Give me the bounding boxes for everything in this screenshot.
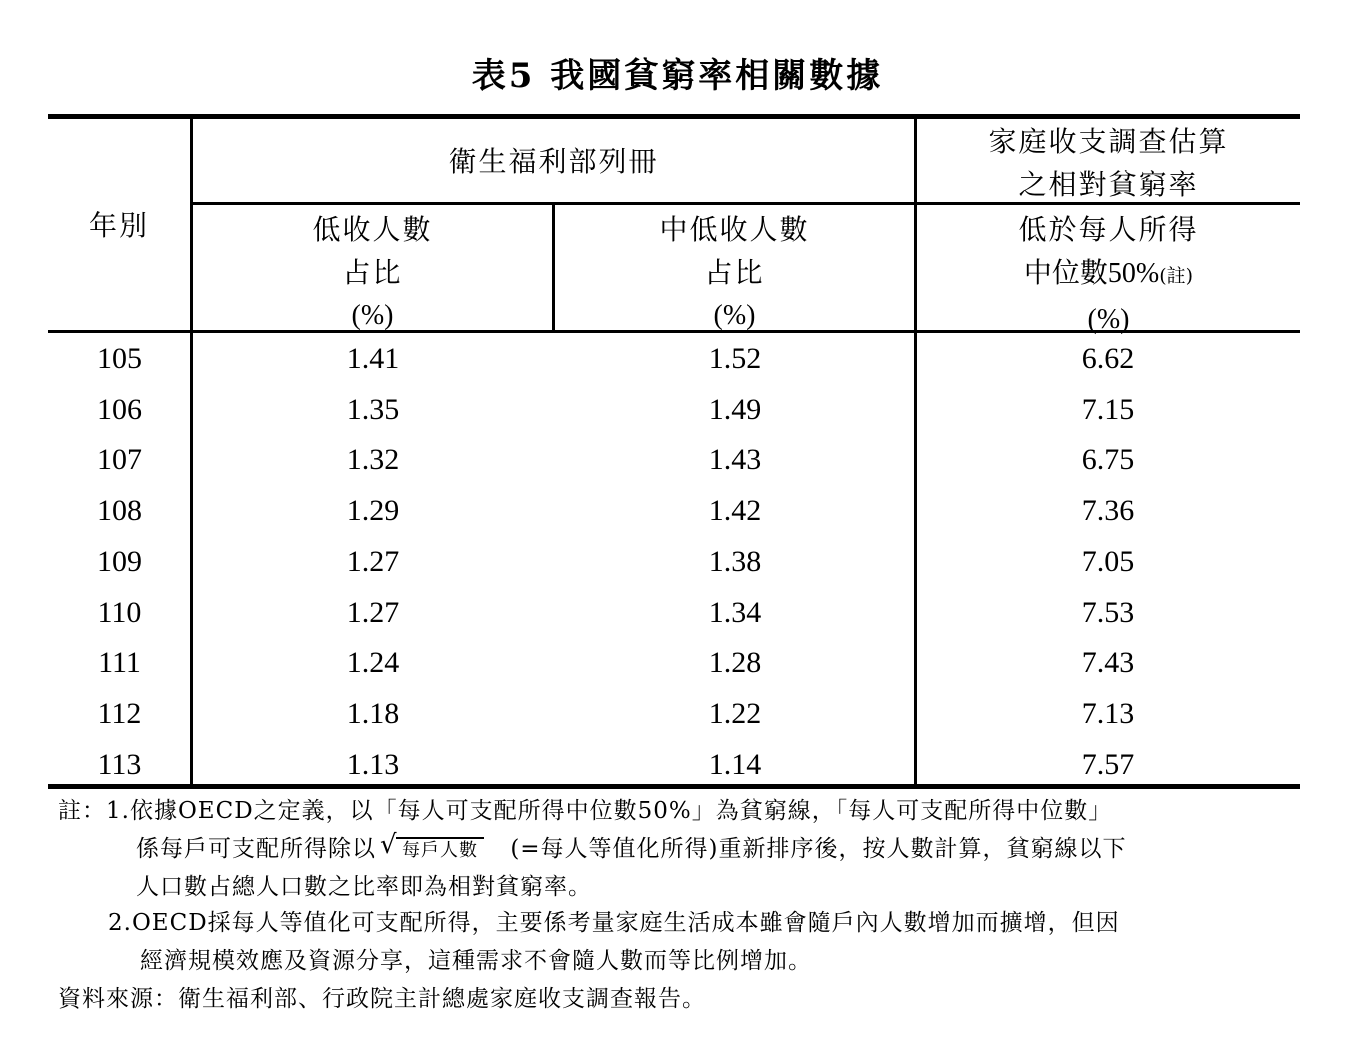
cell-middle-low-income-share: 1.22 bbox=[708, 696, 762, 730]
cell-middle-low-income-share: 1.43 bbox=[708, 443, 762, 477]
cell-year: 105 bbox=[97, 342, 142, 375]
note-2-line1: 2.OECD採每人等值化可支配所得，主要係考量家庭生活成本雖會隨戶內人數增加而擴增，但因 bbox=[108, 910, 1120, 936]
note-1-sqrt-term: 每戶人數 bbox=[396, 837, 484, 863]
cell-low-income-share: 1.27 bbox=[346, 595, 400, 629]
cell-middle-low-income-share: 1.49 bbox=[708, 392, 762, 426]
cell-middle-low-income-share: 1.28 bbox=[708, 646, 762, 680]
cell-relative-poverty-rate: 7.57 bbox=[1081, 747, 1135, 781]
note-1-line2 bbox=[136, 830, 1127, 868]
cell-year: 113 bbox=[97, 747, 142, 781]
cell-middle-low-income-share: 1.38 bbox=[708, 544, 762, 578]
header-low-line1: 低收人數 bbox=[312, 213, 433, 246]
cell-middle-low-income-share: 1.34 bbox=[708, 595, 762, 629]
cell-low-income-share: 1.27 bbox=[346, 544, 400, 578]
cell-relative-poverty-rate: 6.75 bbox=[1081, 443, 1135, 477]
header-group-survey-line2: 之相對貧窮率 bbox=[1018, 168, 1199, 201]
cell-low-income-share: 1.32 bbox=[346, 443, 400, 477]
cell-low-income-share: 1.24 bbox=[346, 646, 400, 680]
header-rel-line2 bbox=[917, 251, 1300, 298]
source-note: 資料來源：衛生福利部、行政院主計總處家庭收支調查報告。 bbox=[58, 986, 706, 1012]
header-rel-median: 中位數50% bbox=[1023, 258, 1160, 289]
cell-year: 108 bbox=[97, 494, 142, 528]
cell-middle-low-income-share: 1.14 bbox=[708, 747, 762, 781]
header-relative-poverty bbox=[917, 208, 1300, 341]
cell-relative-poverty-rate: 7.05 bbox=[1081, 544, 1135, 578]
cell-relative-poverty-rate: 6.62 bbox=[1081, 342, 1135, 375]
header-middle-low-income bbox=[555, 208, 914, 337]
header-rel-note-marker: (註) bbox=[1159, 265, 1194, 287]
cell-middle-low-income-share: 1.42 bbox=[708, 494, 762, 528]
table-title: 表5 我國貧窮率相關數據 bbox=[471, 56, 884, 96]
cell-year: 107 bbox=[97, 443, 142, 477]
cell-middle-low-income-share: 1.52 bbox=[708, 342, 762, 375]
header-low-line2: 占比 bbox=[342, 256, 403, 289]
header-midlow-line1: 中低收人數 bbox=[659, 213, 810, 246]
cell-relative-poverty-rate: 7.53 bbox=[1081, 595, 1135, 629]
header-group-survey bbox=[917, 120, 1300, 206]
cell-low-income-share: 1.35 bbox=[346, 392, 400, 426]
cell-year: 106 bbox=[97, 392, 142, 426]
cell-relative-poverty-rate: 7.15 bbox=[1081, 392, 1135, 426]
header-rel-unit: (%) bbox=[1087, 304, 1130, 335]
header-year bbox=[48, 204, 190, 247]
cell-year: 109 bbox=[97, 544, 142, 578]
cell-low-income-share: 1.29 bbox=[346, 494, 400, 528]
header-low-income bbox=[193, 208, 552, 337]
header-year-label: 年別 bbox=[88, 209, 149, 242]
note-1-line2-post: (=每人等值化所得)重新排序後，按人數計算，貧窮線以下 bbox=[510, 836, 1127, 862]
cell-year: 111 bbox=[98, 646, 141, 680]
note-1-line3: 人口數占總人口數之比率即為相對貧窮率。 bbox=[136, 874, 592, 900]
header-midlow-unit: (%) bbox=[713, 300, 756, 331]
header-rel-line1: 低於每人所得 bbox=[1018, 213, 1199, 246]
header-low-unit: (%) bbox=[351, 300, 394, 331]
cell-relative-poverty-rate: 7.13 bbox=[1081, 696, 1135, 730]
note-1-line1: 註：1.依據OECD之定義，以「每人可支配所得中位數50%」為貧窮線，「每人可支配所得中位數」 bbox=[58, 798, 1113, 824]
header-group-survey-line1: 家庭收支調查估算 bbox=[988, 125, 1229, 158]
cell-relative-poverty-rate: 7.36 bbox=[1081, 494, 1135, 528]
cell-low-income-share: 1.41 bbox=[346, 342, 400, 375]
header-group-mohw bbox=[193, 140, 914, 183]
square-root-icon: √ 每戶人數 bbox=[380, 830, 484, 868]
header-midlow-line2: 占比 bbox=[704, 256, 765, 289]
cell-relative-poverty-rate: 7.43 bbox=[1081, 646, 1135, 680]
cell-year: 112 bbox=[97, 696, 142, 730]
cell-year: 110 bbox=[97, 595, 142, 629]
cell-low-income-share: 1.13 bbox=[346, 747, 400, 781]
note-2-line2: 經濟規模效應及資源分享，這種需求不會隨人數而等比例增加。 bbox=[140, 948, 812, 974]
top-rule bbox=[48, 114, 1300, 119]
header-group-mohw-label: 衛生福利部列冊 bbox=[448, 145, 659, 178]
cell-low-income-share: 1.18 bbox=[346, 696, 400, 730]
note-1-line2-pre: 係每戶可支配所得除以 bbox=[136, 836, 376, 862]
